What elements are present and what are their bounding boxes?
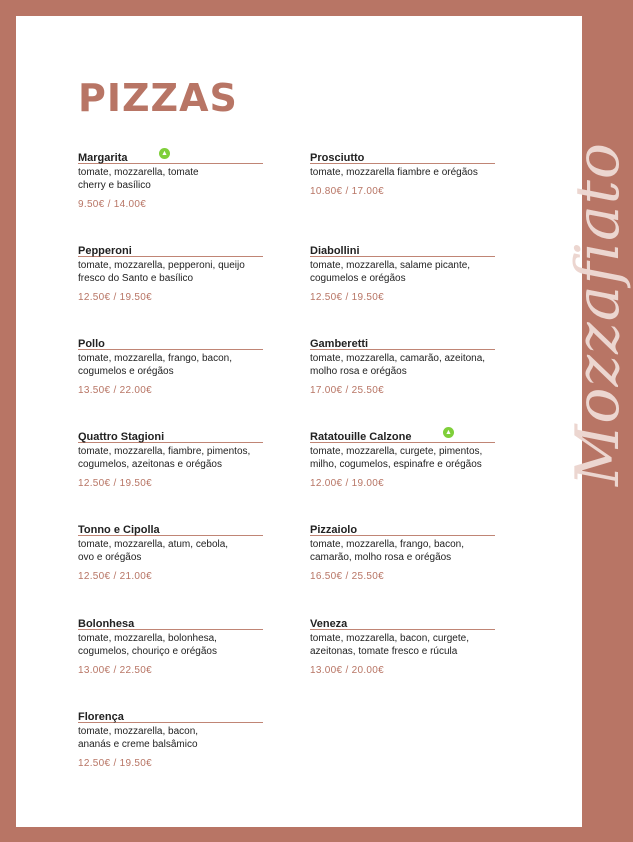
menu-item-description [310,259,495,285]
leaf-icon: ▲ [443,427,454,438]
menu-item [78,148,263,210]
menu-item-description [310,632,495,658]
menu-item-name: Florença [78,711,124,723]
description-line: tomate, mozzarella, pepperoni, queijo [78,260,245,271]
description-line: tomate, mozzarella fiambre e orégãos [310,167,478,178]
menu-item-name: Veneza [310,618,348,630]
menu-item [310,427,495,489]
menu-item-price: 9.50€ / 14.00€ [78,199,147,210]
menu-item-name: Margarita [78,152,128,164]
description-line: tomate, mozzarella, frango, bacon, [310,539,464,550]
description-line: milho, cogumelos, espinafre e orégãos [310,459,482,470]
menu-item-price: 10.80€ / 17.00€ [310,186,385,197]
menu-item-header [310,614,495,630]
menu-item-price: 12.50€ / 19.50€ [78,478,153,489]
menu-item-header [78,334,263,350]
menu-item-description [310,166,495,179]
brand-watermark: Mozzafiato [563,142,633,486]
menu-item-header [78,707,263,723]
menu-item-description [310,445,495,471]
menu-item [310,241,495,303]
description-line: tomate, mozzarella, frango, bacon, [78,353,232,364]
description-line: ananás e creme balsâmico [78,739,198,750]
menu-page [16,16,633,827]
menu-item-price: 17.00€ / 25.50€ [310,385,385,396]
menu-item-price: 12.50€ / 19.50€ [78,292,153,303]
menu-item [310,334,495,396]
menu-item-name: Pepperoni [78,245,132,257]
menu-item-name: Ratatouille Calzone [310,431,412,443]
menu-item [78,427,263,489]
menu-item-header [310,241,495,257]
menu-item-description [78,166,263,192]
description-line: cogumelos, chouriço e orégãos [78,646,217,657]
menu-item-price: 12.50€ / 21.00€ [78,571,153,582]
description-line: tomate, mozzarella, fiambre, pimentos, [78,446,251,457]
menu-item-description [78,445,263,471]
menu-item-description [78,538,263,564]
menu-item [310,520,495,582]
description-line: cogumelos, azeitonas e orégãos [78,459,222,470]
menu-item-name: Pizzaiolo [310,524,358,536]
menu-item-header [78,427,263,443]
menu-item-name: Prosciutto [310,152,365,164]
description-line: cogumelos e orégãos [310,273,406,284]
menu-item-header [78,148,263,164]
menu-item-header [78,520,263,536]
menu-item-header [78,614,263,630]
description-line: molho rosa e orégãos [310,366,407,377]
menu-item [78,707,263,769]
description-line: tomate, mozzarella, bacon, curgete, [310,633,469,644]
menu-item-name: Bolonhesa [78,618,135,630]
menu-item-description [78,259,263,285]
description-line: tomate, mozzarella, curgete, pimentos, [310,446,483,457]
menu-item-price: 13.00€ / 22.50€ [78,665,153,676]
menu-item-price: 13.00€ / 20.00€ [310,665,385,676]
menu-item-description [78,352,263,378]
description-line: tomate, mozzarella, atum, cebola, [78,539,229,550]
menu-item-name: Tonno e Cipolla [78,524,160,536]
menu-item-header [310,334,495,350]
description-line: camarão, molho rosa e orégãos [310,552,452,563]
menu-item-name: Quattro Stagioni [78,431,165,443]
description-line: cogumelos e orégãos [78,366,174,377]
menu-item-description [78,725,263,751]
menu-item-price: 12.50€ / 19.50€ [78,758,153,769]
description-line: tomate, mozzarella, tomate [78,167,199,178]
page-title: PIZZAS [78,76,238,120]
menu-item [78,614,263,676]
menu-item-price: 13.50€ / 22.00€ [78,385,153,396]
menu-item [78,334,263,396]
menu-item-header [310,427,495,443]
menu-item-name: Diabollini [310,245,360,257]
menu-item-description [310,538,495,564]
description-line: ovo e orégãos [78,552,142,563]
description-line: tomate, mozzarella, salame picante, [310,260,471,271]
menu-item-description [78,632,263,658]
menu-item-description [310,352,495,378]
description-line: tomate, mozzarella, bacon, [78,726,199,737]
menu-item-header [310,148,495,164]
menu-item-header [78,241,263,257]
description-line: cherry e basílico [78,180,151,191]
menu-item [310,148,495,197]
menu-item-header [310,520,495,536]
description-line: tomate, mozzarella, bolonhesa, [78,633,217,644]
menu-item-name: Pollo [78,338,105,350]
description-line: azeitonas, tomate fresco e rúcula [310,646,458,657]
description-line: tomate, mozzarella, camarão, azeitona, [310,353,486,364]
menu-item-price: 16.50€ / 25.50€ [310,571,385,582]
menu-item-price: 12.00€ / 19.00€ [310,478,385,489]
description-line: fresco do Santo e basílico [78,273,194,284]
menu-item-name: Gamberetti [310,338,369,350]
menu-item [78,520,263,582]
menu-item-price: 12.50€ / 19.50€ [310,292,385,303]
menu-item [78,241,263,303]
menu-item [310,614,495,676]
leaf-icon: ▲ [159,148,170,159]
